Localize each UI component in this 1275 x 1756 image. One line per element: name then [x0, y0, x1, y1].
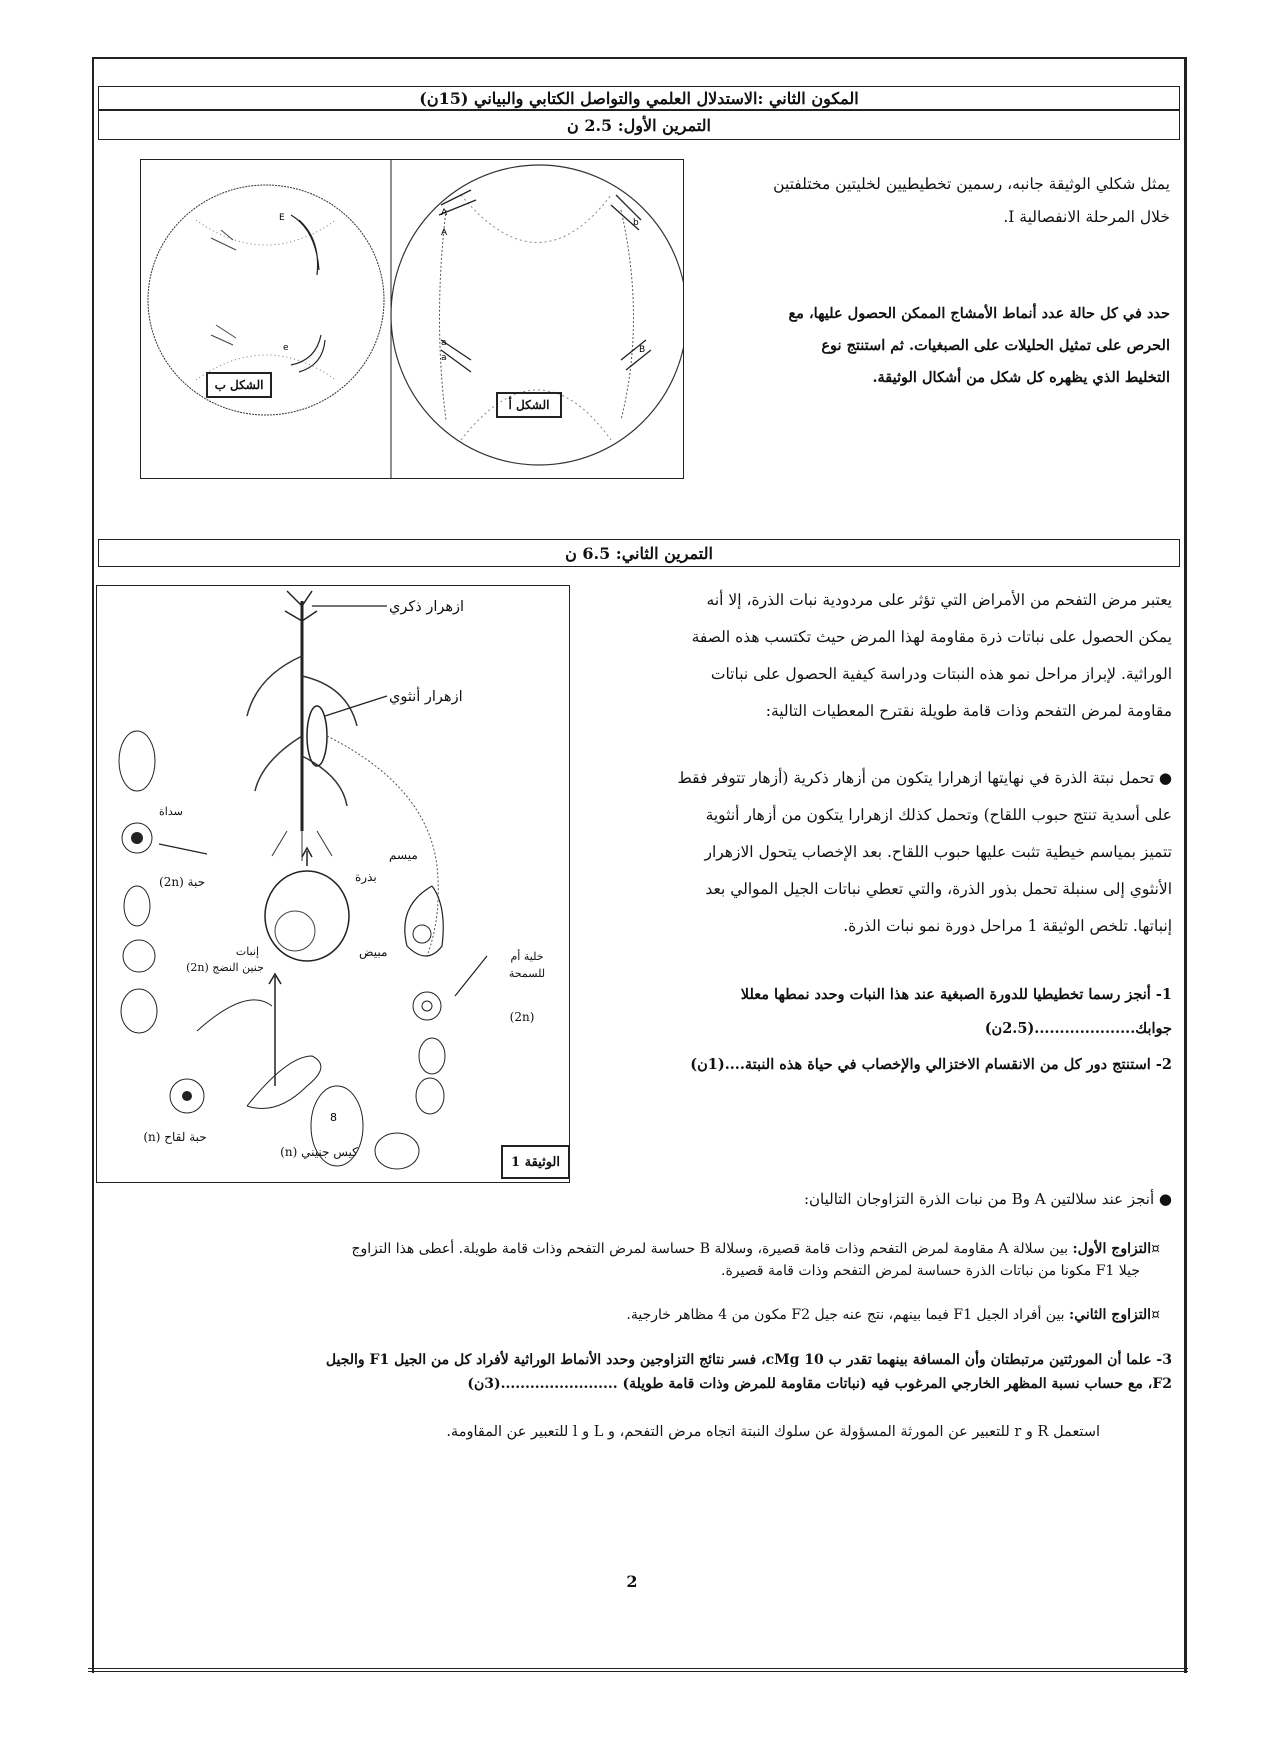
- document1-figure: [96, 585, 570, 1183]
- svg-text:A: A: [441, 208, 448, 218]
- cross1-marker: ¤: [1151, 1241, 1160, 1257]
- embryo-sac-label: كيس جنيني (n): [280, 1145, 358, 1159]
- svg-text:B: B: [639, 345, 646, 355]
- exercise1-title: التمرين الأول: 2.5 ن: [567, 115, 711, 135]
- mother-cell-ploidy: (2n): [509, 1010, 535, 1024]
- figure-b-label-text: الشكل ب: [214, 378, 264, 392]
- ovary-label: مبيض: [359, 945, 388, 959]
- text-line: إنباتها. تلخص الوثيقة 1 مراحل دورة نمو نبات الذرة.: [843, 917, 1172, 935]
- anther-label: سداة: [159, 805, 183, 818]
- svg-text:8: 8: [330, 1111, 337, 1124]
- svg-text:a: a: [441, 353, 447, 363]
- text-line: تحمل نبتة الذرة في نهايتها ازهرارا يتكون من أزهار ذكرية (أزهار تتوفر فقط: [677, 769, 1155, 787]
- text-line: F2، مع حساب نسبة المظهر الخارجي المرغوب فيه (نباتات مقاومة للمرض وذات قامة طويلة) ........................(3ن): [467, 1376, 1172, 1392]
- text-line: الوراثية. لإبراز مراحل نمو هذه النبتات ودراسة كيفية الحصول على نباتات: [710, 665, 1172, 683]
- bullet-dot: ●: [1154, 1190, 1172, 1208]
- exercise1-title-bar: [98, 110, 1180, 140]
- text-line: حدد في كل حالة عدد أنماط الأمشاج الممكن الحصول عليها، مع: [788, 305, 1170, 322]
- germination-label: إنبات: [235, 945, 260, 958]
- text-line: تتميز بمياسم خيطية تثبت عليها حبوب اللقاح. بعد الإخصاب يتحول الازهرار: [704, 843, 1172, 861]
- meiosis-figure: [140, 159, 684, 479]
- cross1: [100, 1238, 1160, 1282]
- text-line: الأنثوي إلى سنبلة تحمل بذور الذرة، والتي تعطي نباتات الجيل الموالي بعد: [705, 880, 1172, 898]
- figure-a-label: [496, 392, 562, 418]
- exercise2-title-bar: [98, 539, 1180, 567]
- question2: [590, 1056, 1172, 1073]
- text-line: بين أفراد الجيل F1 فيما بينهم، نتج عنه جيل F2 مكون من 4 مظاهر خارجية.: [626, 1307, 1065, 1323]
- document1-label-text: الوثيقة 1: [511, 1154, 560, 1170]
- text-line: يعتبر مرض التفحم من الأمراض التي تؤثر على مردودية نبات الذرة، إلا أنه: [706, 591, 1172, 609]
- svg-text:A: A: [441, 228, 448, 238]
- text-line: جوابك....................(2.5ن): [984, 1020, 1172, 1037]
- figure-a-label-text: الشكل أ: [508, 398, 550, 412]
- seed-label: بذرة: [355, 870, 377, 884]
- question1: [590, 978, 1172, 1046]
- page-number: 2: [626, 1572, 638, 1591]
- meiosis-diagram: [141, 160, 683, 478]
- text-line: مقاومة لمرض التفحم وذات قامة طويلة نقترح المعطيات التالية:: [765, 702, 1172, 720]
- cross2-label: التزاوج الثاني:: [1069, 1307, 1152, 1323]
- svg-text:b: b: [633, 218, 639, 228]
- svg-text:E: E: [279, 213, 285, 223]
- cross2-marker: ¤: [1151, 1307, 1160, 1323]
- pollen-grain-label: حبة لقاح (n): [143, 1130, 207, 1144]
- component-title-bar: [98, 86, 1180, 110]
- mother-cell-label: خلية أم للسمحة: [508, 950, 546, 980]
- text-line: يمثل شكلي الوثيقة جانبه، رسمين تخطيطيين لخليتين مختلفتين: [773, 175, 1170, 193]
- female-flowers-label: ازهرار أنثوي: [389, 689, 463, 705]
- notation-note: [100, 1424, 1100, 1440]
- document1-label: [501, 1145, 570, 1179]
- text-line: يمكن الحصول على نباتات ذرة مقاومة لهذا المرض حيث تكتسب هذه الصفة: [691, 628, 1172, 646]
- bullet1: [590, 760, 1172, 945]
- bottom-rule: [88, 1668, 1188, 1672]
- bullet-dot: ●: [1154, 769, 1172, 787]
- exercise1-task: [700, 298, 1170, 394]
- stigma-label: ميسم: [389, 848, 418, 862]
- component-title: المكون الثاني :الاستدلال العلمي والتواصل الكتابي والبياني (15ن): [419, 88, 859, 108]
- question3: [100, 1348, 1172, 1396]
- text-line: 1- أنجز رسما تخطيطيا للدورة الصبغية عند هذا النبات وحدد نمطها معللا: [740, 986, 1172, 1003]
- exercise1-intro: [700, 168, 1170, 234]
- svg-text:e: e: [283, 343, 289, 353]
- grain-label: حبة (2n): [159, 875, 206, 889]
- exercise2-intro: [590, 582, 1172, 730]
- text-line: خلال المرحلة الانفصالية I.: [1003, 208, 1170, 226]
- cross2: [100, 1304, 1160, 1326]
- bullet2: [120, 1190, 1172, 1208]
- text-line: الحرص على تمثيل الحليلات على الصبغيات. ثم استنتج نوع: [821, 337, 1170, 354]
- text-line: التخليط الذي يظهره كل شكل من أشكال الوثيقة.: [872, 369, 1170, 386]
- text-line: على أسدية تنتج حبوب اللقاح) وتحمل كذلك ازهرارا يتكون من أزهار أنثوية: [705, 806, 1172, 824]
- exercise2-title: التمرين الثاني: 6.5 ن: [565, 543, 713, 563]
- figure-b-label: [206, 372, 272, 398]
- text-line: أنجز عند سلالتين A وB من نبات الذرة التزاوجان التاليان:: [803, 1190, 1155, 1208]
- text-line: استعمل R و r للتعبير عن المورثة المسؤولة عن سلوك النبتة اتجاه مرض التفحم، و L و l للتعبير عن المقاومة.: [446, 1424, 1100, 1440]
- text-line: جيلا F1 مكونا من نباتات الذرة حساسة لمرض التفحم وذات قامة قصيرة.: [721, 1263, 1140, 1279]
- text-line: 3- علما أن المورثتين مرتبطتان وأن المسافة بينهما تقدر ب 10 cMg، فسر نتائج التزاوجين وحدد الأنماط الوراثية لأفراد كل من الجيل F1 والجيل: [325, 1352, 1172, 1368]
- cross1-label: التزاوج الأول:: [1072, 1241, 1152, 1257]
- male-flowers-label: ازهرار ذكري: [389, 599, 465, 615]
- text-line: بين سلالة A مقاومة لمرض التفحم وذات قامة قصيرة، وسلالة B حساسة لمرض التفحم وذات قامة طويلة. أعطى هذا التزاوج: [351, 1241, 1068, 1257]
- embryo-label: جنين النضج (2n): [186, 961, 264, 974]
- text-line: 2- استنتج دور كل من الانقسام الاختزالي والإخصاب في حياة هذه النبتة....(1ن): [690, 1056, 1172, 1073]
- svg-text:a: a: [441, 338, 447, 348]
